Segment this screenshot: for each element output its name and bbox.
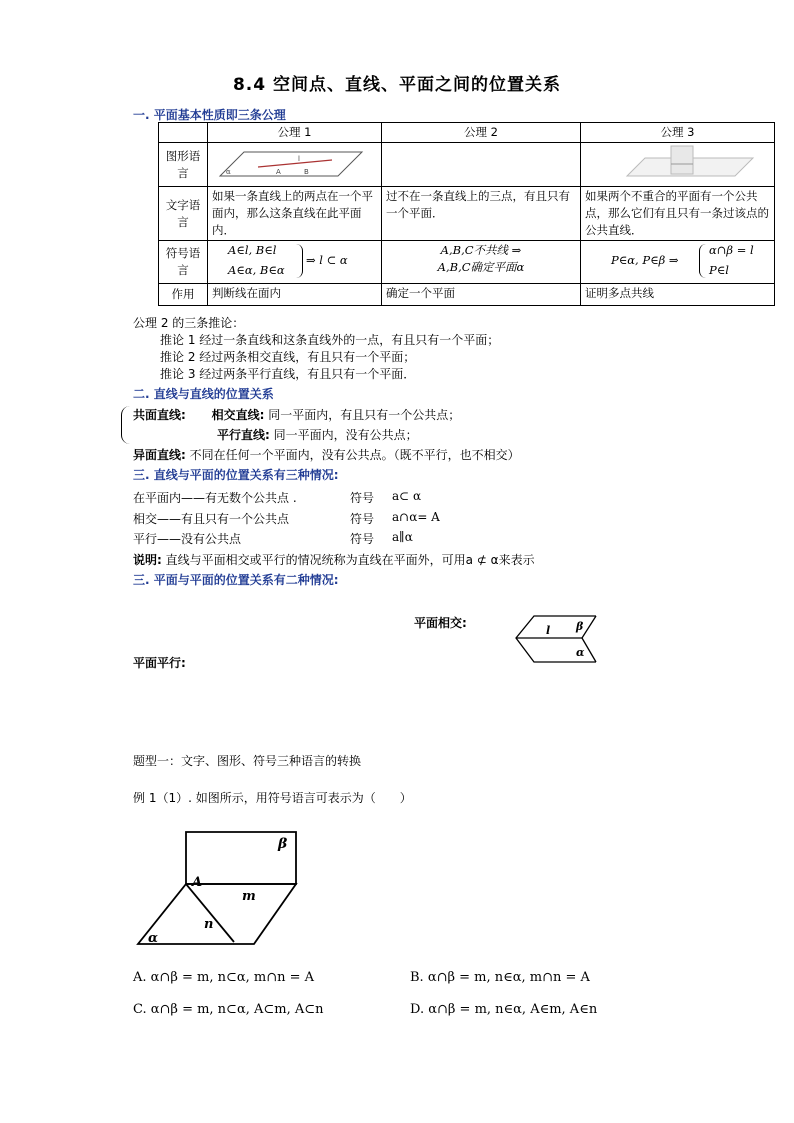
figure-axiom-3 [581,143,775,187]
header-axiom-3: 公理 3 [581,123,775,143]
intersect-label: 相交直线: [211,408,265,422]
section-1-heading: 一. 平面基本性质即三条公理 [133,108,286,122]
lp-row-0-sym: a⊂ α [392,489,422,503]
parallel-text: 同一平面内，没有公共点； [273,428,418,442]
question-type-1: 题型一：文字、图形、符号三种语言的转换 [133,754,362,768]
corollary-2: 推论 2 经过两条相交直线，有且只有一个平面； [160,350,416,364]
option-a: A. α∩β = m, n⊂α, m∩n = A [133,970,315,985]
text-axiom-2: 过不在一条直线上的三点，有且只有一个平面． [382,187,581,241]
row-label-figure: 图形语言 [159,143,208,187]
fig2-l: l [546,624,551,637]
lp-row-1-sym-label: 符号 [350,512,375,526]
symbol-axiom-3: P∈α, P∈β ⇒ α∩β = l P∈l [581,241,775,284]
fig1-l: l [298,155,300,163]
fig3-A: A [192,875,203,890]
text-axiom-1: 如果一条直线上的两点在一个平面内，那么这条直线在此平面内． [208,187,382,241]
figure-axiom-1 [208,143,382,187]
page-title: 8.4 空间点、直线、平面之间的位置关系 [232,75,562,95]
note-label: 说明: [133,553,162,567]
use-axiom-3: 证明多点共线 [581,284,775,306]
example-1: 例 1（1）. 如图所示，用符号语言可表示为（ ） [133,791,412,805]
corollary-1: 推论 1 经过一条直线和这条直线外的一点，有且只有一个平面； [160,333,500,347]
note-text: 直线与平面相交或平行的情况统称为直线在平面外，可用a ⊄ α来表示 [165,553,535,567]
fig1-B: B [304,168,309,176]
lp-row-1-sym: a∩α= A [392,510,440,524]
skew-label: 异面直线: [133,448,186,462]
lp-row-2-sym: a∥α [392,530,413,544]
row-label-text: 文字语言 [159,187,208,241]
fig3-alpha: α [148,931,159,946]
lp-row-2-left: 平行——没有公共点 [133,532,242,546]
plane-line-figure [212,144,372,180]
header-axiom-1: 公理 1 [208,123,382,143]
symbol-axiom-1: A∈l, B∈l A∈α, B∈α ⇒ l ⊂ α [208,241,382,284]
lp-row-1-left: 相交——有且只有一个公共点 [133,512,290,526]
option-b: B. α∩β = m, n∈α, m∩n = A [410,970,590,985]
lp-row-2-sym-label: 符号 [350,532,375,546]
section-4-heading: 三. 平面与平面的位置关系有二种情况: [133,573,339,587]
lp-row-0-sym-label: 符号 [350,491,375,505]
axioms-table [158,122,775,306]
example-figure [134,828,306,950]
two-planes-figure [585,144,765,180]
header-axiom-2: 公理 2 [382,123,581,143]
fig2-alpha: α [576,646,585,659]
plane-intersect-label: 平面相交: [414,616,467,630]
lp-row-0-left: 在平面内——有无数个公共点 . [133,491,297,505]
row-label-use: 作用 [159,284,208,306]
fig3-n: n [204,917,214,932]
corollary-3: 推论 3 经过两条平行直线，有且只有一个平面． [160,367,416,381]
intersecting-planes-figure [512,612,602,670]
section-3-heading: 三. 直线与平面的位置关系有三种情况: [133,468,339,482]
fig1-A: A [276,168,281,176]
skew-text: 不同在任何一个平面内，没有公共点。（既不平行，也不相交） [189,448,520,462]
use-axiom-2: 确定一个平面 [382,284,581,306]
coplanar-label: 共面直线: [133,408,186,422]
brace [121,406,130,444]
row-label-symbol: 符号语言 [159,241,208,284]
fig3-beta: β [278,836,288,852]
parallel-label: 平行直线: [217,428,270,442]
corollary-title: 公理 2 的三条推论： [133,316,245,330]
option-c: C. α∩β = m, n⊂α, A⊂m, A⊂n [133,1002,324,1017]
fig1-alpha: α [226,168,231,176]
section-2-heading: 二. 直线与直线的位置关系 [133,387,274,401]
option-d: D. α∩β = m, n∈α, A∈m, A∈n [410,1002,598,1017]
text-axiom-3: 如果两个不重合的平面有一个公共点，那么它们有且只有一条过该点的公共直线． [581,187,775,241]
fig2-beta: β [576,620,584,633]
symbol-axiom-2: A,B,C不共线 ⇒ A,B,C确定平面α [382,241,581,284]
plane-parallel-label: 平面平行: [133,656,186,670]
intersect-text: 同一平面内，有且只有一个公共点； [268,408,461,422]
use-axiom-1: 判断线在面内 [208,284,382,306]
fig3-m: m [242,889,256,904]
